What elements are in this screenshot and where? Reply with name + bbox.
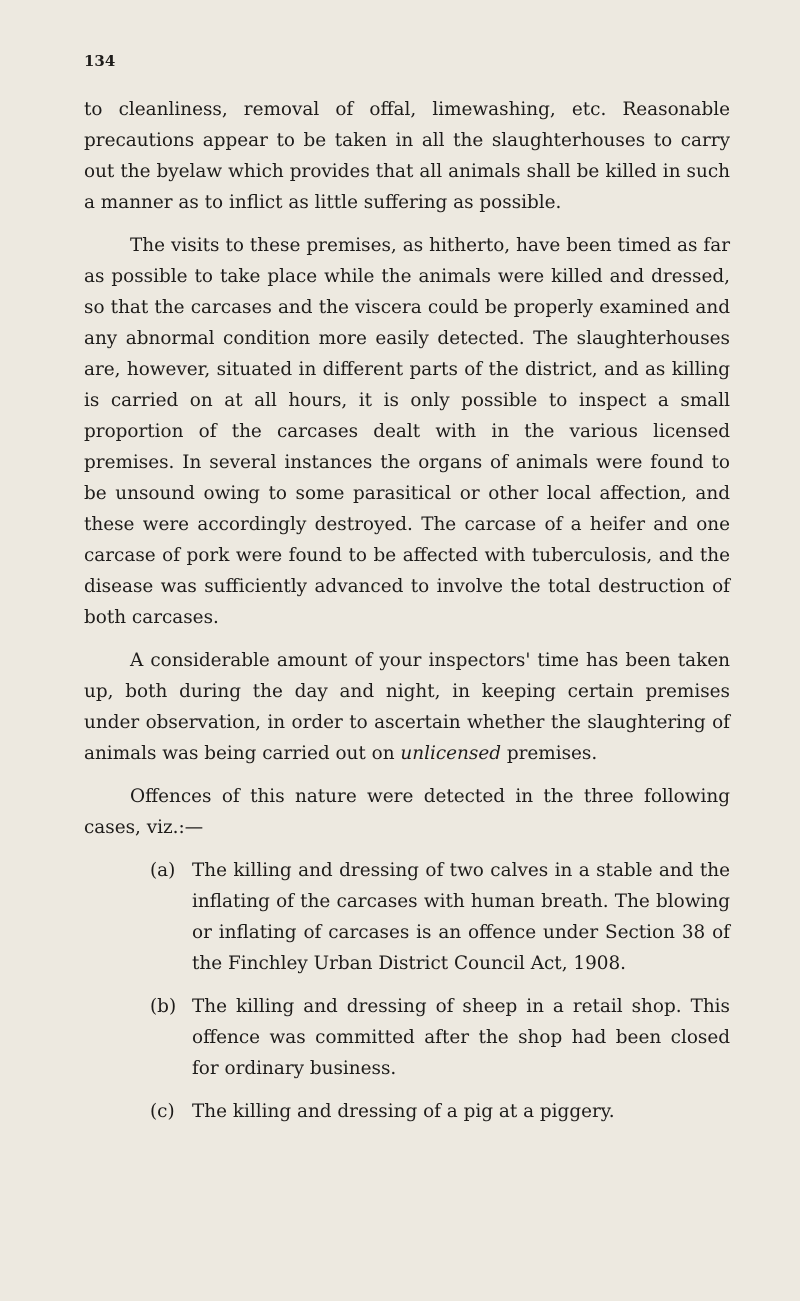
emphasis-unlicensed: unlicensed bbox=[400, 743, 501, 764]
page-number: 134 bbox=[84, 52, 116, 70]
case-text: The killing and dressing of sheep in a retail shop. This offence was committed after the shop had been closed for ordinary business. bbox=[192, 996, 730, 1079]
case-text: The killing and dressing of a pig at a piggery. bbox=[192, 1101, 615, 1122]
case-text: The killing and dressing of two calves in a stable and the inflating of the carcases with human breath. The blowing or inflating of carcases is an offence under Section 38 of the Finchley Urban District Council Act, 1908. bbox=[192, 860, 730, 974]
paragraph-offences: Offences of this nature were detected in the three following cases, viz.:— bbox=[84, 786, 730, 838]
list-item-case-b bbox=[84, 991, 730, 1084]
paragraph-observation-start: A considerable amount of your inspectors' time has been taken up, both during the day and night, in keeping certain premises under observation, in order to ascertain whether the slaughtering of animals was being carried out on bbox=[84, 650, 730, 764]
paragraph-continuation: to cleanliness, removal of offal, limewashing, etc. Reasonable precautions appear to be taken in all the slaughterhouses to carry out the byelaw which provides that all animals shall be killed in such a manner as to inflict as little suffering as possible. bbox=[84, 99, 730, 213]
case-label: (c) bbox=[150, 1101, 175, 1122]
list-item-case-a bbox=[84, 855, 730, 979]
case-label: (a) bbox=[150, 860, 176, 881]
list-item-case-c bbox=[84, 1096, 730, 1127]
paragraph-observation bbox=[84, 645, 730, 769]
paragraph-observation-end: premises. bbox=[500, 743, 598, 764]
paragraph-visits: The visits to these premises, as hitherto, have been timed as far as possible to take place while the animals were killed and dressed, so that the carcases and the viscera could be properly examined and any abnormal condition more easily detected. The slaughterhouses are, however, situated in different parts of the district, and as killing is carried on at all hours, it is only possible to inspect a small proportion of the carcases dealt with in the various licensed premises. In several instances the organs of animals were found to be unsound owing to some parasitical or other local affection, and these were accordingly destroyed. The carcase of a heifer and one carcase of pork were found to be affected with tuberculosis, and the disease was sufficiently advanced to involve the total destruction of both carcases. bbox=[84, 235, 730, 628]
cases-list bbox=[84, 855, 730, 1127]
case-label: (b) bbox=[150, 996, 177, 1017]
